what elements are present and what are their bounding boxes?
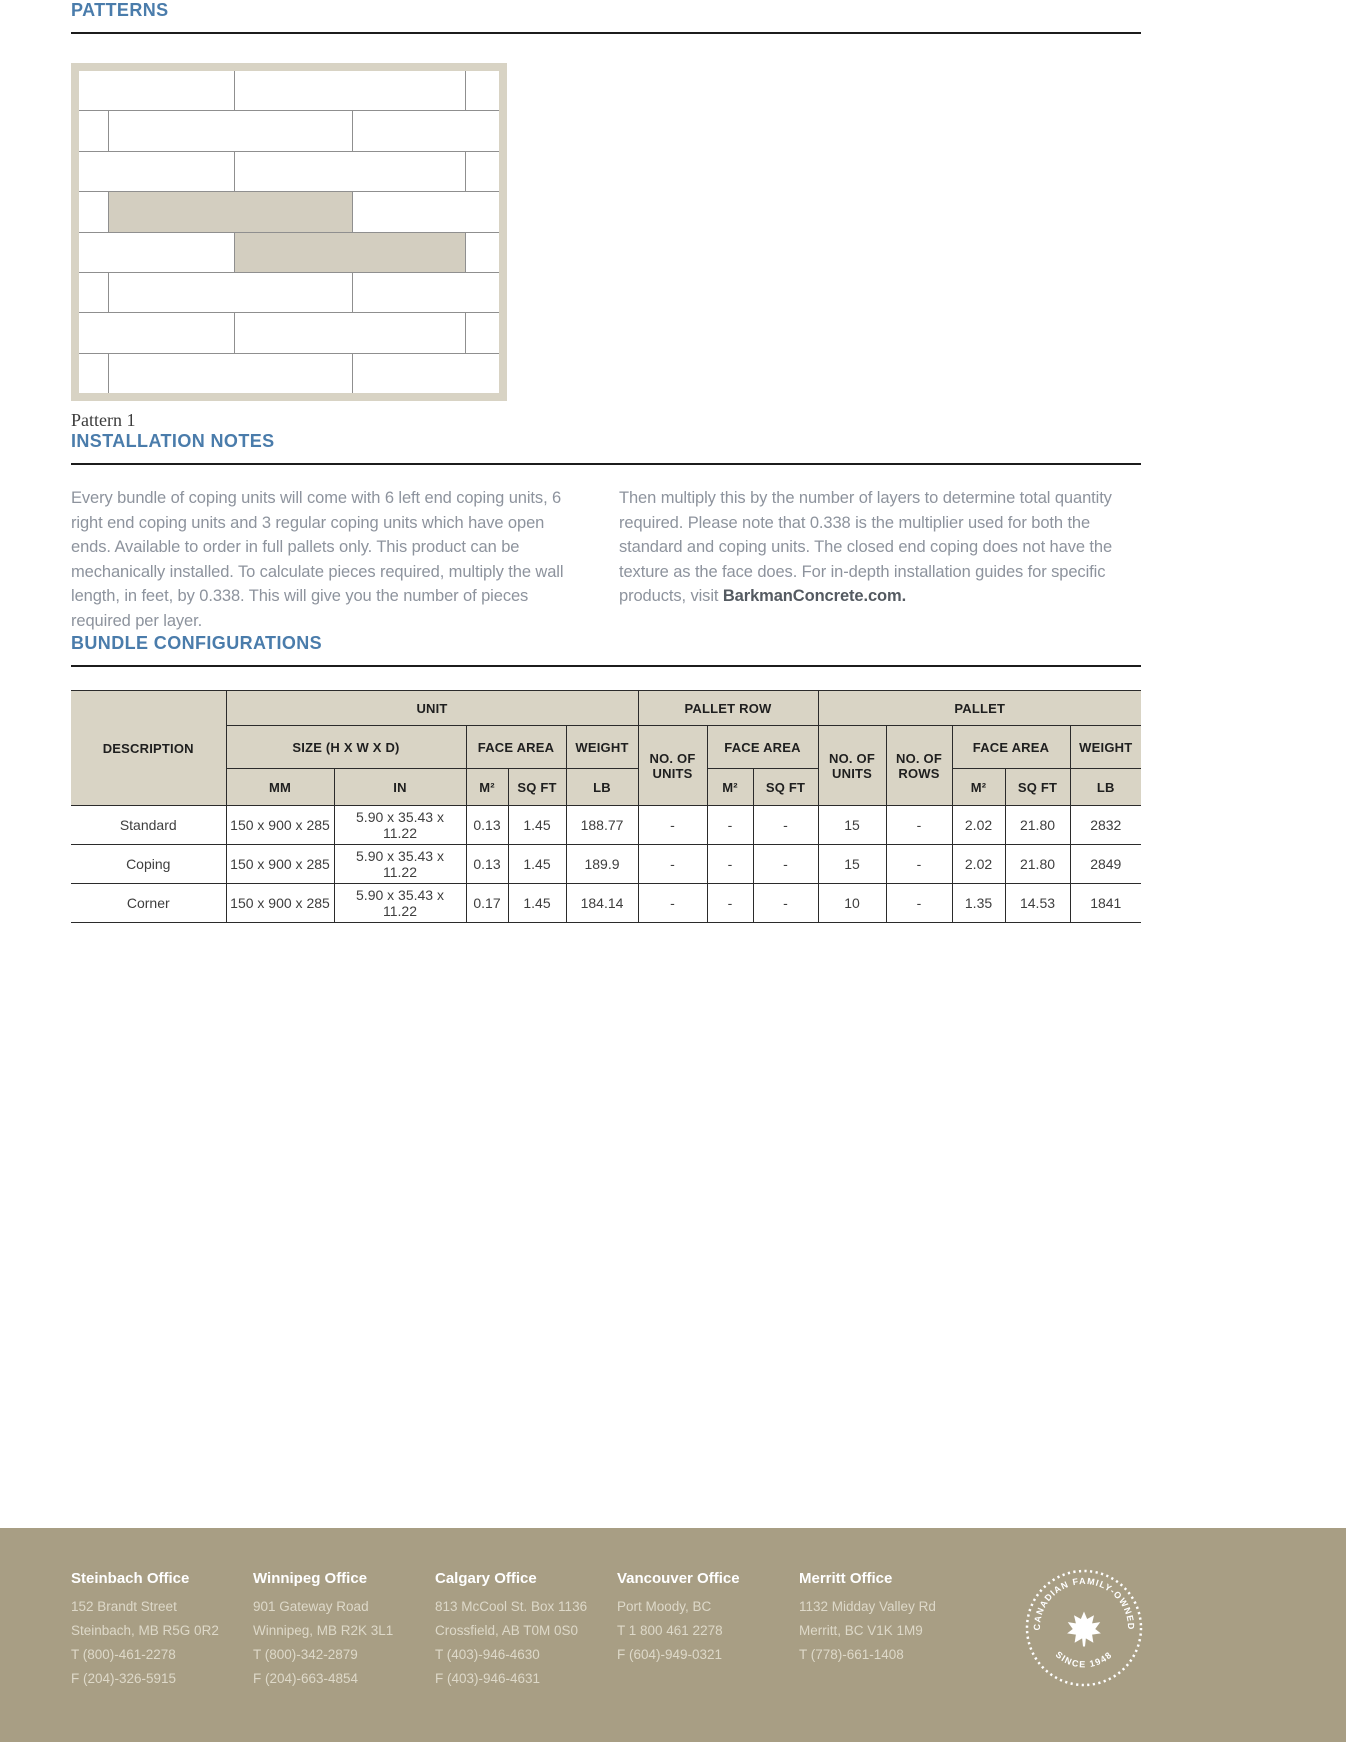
col-header-size: SIZE (H X W X D) (226, 726, 466, 769)
pattern-row (79, 354, 499, 393)
pattern-brick (109, 273, 352, 312)
office-name: Steinbach Office (71, 1570, 190, 1587)
cell: - (753, 806, 818, 845)
maple-leaf-icon (1067, 1612, 1101, 1647)
cell: 0.17 (466, 884, 508, 923)
col-header-in: IN (334, 769, 466, 806)
family-owned-badge (1022, 1566, 1146, 1690)
office-address-line: Merritt, BC V1K 1M9 (799, 1623, 923, 1638)
patterns-heading: PATTERNS (71, 0, 169, 20)
office-steinbach (71, 1570, 253, 1691)
cell: 1.45 (508, 884, 566, 923)
group-header-unit: UNIT (226, 691, 638, 726)
pattern-row (79, 313, 499, 353)
col-header-sqft: SQ FT (508, 769, 566, 806)
cell: 14.53 (1005, 884, 1070, 923)
cell: 150 x 900 x 285 (226, 884, 334, 923)
badge-bottom-text: SINCE 1948 (1053, 1649, 1115, 1670)
cell: 189.9 (566, 845, 638, 884)
cell: - (886, 845, 952, 884)
pattern-brick (353, 273, 499, 312)
cell: 15 (818, 845, 886, 884)
cell: - (707, 806, 753, 845)
pattern-brick (79, 313, 235, 352)
office-address-line: 152 Brandt Street (71, 1599, 177, 1614)
office-name: Winnipeg Office (253, 1570, 368, 1587)
pattern-caption: Pattern 1 (71, 410, 136, 431)
pattern-brick (235, 71, 466, 110)
cell: 150 x 900 x 285 (226, 845, 334, 884)
cell: 0.13 (466, 806, 508, 845)
cell: - (638, 845, 707, 884)
pattern-brick (353, 111, 499, 150)
cell: - (638, 884, 707, 923)
pattern-brick (235, 313, 466, 352)
cell: 5.90 x 35.43 x 11.22 (334, 845, 466, 884)
office-fax: F (204)-326-5915 (71, 1671, 177, 1686)
col-header-palletrow-units: NO. OF UNITS (638, 726, 707, 806)
pattern-brick (466, 71, 499, 110)
pattern-brick (79, 192, 109, 231)
office-address-line: 1132 Midday Valley Rd (799, 1599, 936, 1614)
group-header-pallet: PALLET (818, 691, 1141, 726)
pattern-row (79, 71, 499, 111)
pattern-brick (79, 273, 109, 312)
office-phone: T (800)-461-2278 (71, 1647, 176, 1662)
pattern-row (79, 273, 499, 313)
notes-column-right (619, 486, 1141, 633)
installation-notes-body (71, 486, 1141, 633)
col-header-mm: MM (226, 769, 334, 806)
office-name: Merritt Office (799, 1570, 893, 1587)
cell: - (707, 845, 753, 884)
pattern-brick (79, 111, 109, 150)
office-fax: F (204)-663-4854 (253, 1671, 359, 1686)
cell: 2849 (1070, 845, 1141, 884)
section-divider (71, 665, 1141, 668)
office-fax: F (403)-946-4631 (435, 1671, 541, 1686)
pattern-diagram (71, 63, 507, 401)
col-header-lb: LB (1070, 769, 1141, 806)
office-address-line: 901 Gateway Road (253, 1599, 369, 1614)
col-header-lb: LB (566, 769, 638, 806)
col-header-sqft: SQ FT (1005, 769, 1070, 806)
cell: 1841 (1070, 884, 1141, 923)
group-header-pallet-row: PALLET ROW (638, 691, 818, 726)
pattern-brick (79, 233, 235, 272)
cell: - (707, 884, 753, 923)
col-header-unit-weight: WEIGHT (566, 726, 638, 769)
office-phone: T 1 800 461 2278 (617, 1623, 723, 1638)
office-vancouver (617, 1570, 799, 1691)
cell: 1.45 (508, 806, 566, 845)
cell: 2.02 (952, 806, 1005, 845)
col-header-m2: M² (466, 769, 508, 806)
pattern-brick (79, 354, 109, 393)
office-winnipeg (253, 1570, 435, 1691)
pattern-row (79, 192, 499, 232)
pattern-brick (466, 152, 499, 191)
pattern-brick (235, 233, 466, 272)
cell: 5.90 x 35.43 x 11.22 (334, 884, 466, 923)
row-description: Coping (71, 845, 226, 884)
badge-top-text: CANADIAN FAMILY-OWNED (1031, 1575, 1137, 1631)
col-header-m2: M² (952, 769, 1005, 806)
office-phone: T (778)-661-1408 (799, 1647, 904, 1662)
col-header-pallet-weight: WEIGHT (1070, 726, 1141, 769)
section-divider (71, 463, 1141, 466)
pattern-brick (466, 233, 499, 272)
pattern-brick (235, 152, 466, 191)
bundle-configurations-table (71, 690, 1141, 923)
cell: - (753, 884, 818, 923)
barkman-website-link[interactable]: BarkmanConcrete.com. (722, 587, 907, 606)
pattern-brick (109, 354, 352, 393)
cell: - (638, 806, 707, 845)
pattern-brick (353, 354, 499, 393)
cell: 21.80 (1005, 845, 1070, 884)
office-address-line: Crossfield, AB T0M 0S0 (435, 1623, 579, 1638)
office-name: Vancouver Office (617, 1570, 740, 1587)
pattern-brick (353, 192, 499, 231)
notes-right-text: Then multiply this by the number of layers to determine total quantity required. Please note that 0.338 is the multiplier used for both the standard and coping units. The closed end coping does not have the texture as the face does. For in-depth installation guides for specific products, visit (619, 489, 1113, 606)
col-header-pallet-rows: NO. OF ROWS (886, 726, 952, 806)
cell: 0.13 (466, 845, 508, 884)
col-header-description: DESCRIPTION (71, 691, 226, 806)
table-row (71, 884, 1141, 923)
section-divider (71, 32, 1141, 35)
col-header-pallet-face-area: FACE AREA (952, 726, 1070, 769)
cell: 1.35 (952, 884, 1005, 923)
office-fax: F (604)-949-0321 (617, 1647, 723, 1662)
office-address-line: Port Moody, BC (617, 1599, 712, 1614)
cell: 184.14 (566, 884, 638, 923)
table-row (71, 845, 1141, 884)
cell: 21.80 (1005, 806, 1070, 845)
bundle-configurations-heading: BUNDLE CONFIGURATIONS (71, 633, 323, 654)
office-name: Calgary Office (435, 1570, 537, 1587)
cell: 188.77 (566, 806, 638, 845)
office-phone: T (403)-946-4630 (435, 1647, 540, 1662)
office-address-line: Winnipeg, MB R2K 3L1 (253, 1623, 394, 1638)
pattern-brick (109, 111, 352, 150)
office-merritt (799, 1570, 981, 1691)
office-columns (71, 1570, 981, 1691)
pattern-brick (109, 192, 352, 231)
office-phone: T (800)-342-2879 (253, 1647, 358, 1662)
page-footer (0, 1528, 1346, 1742)
pattern-row (79, 111, 499, 151)
row-description: Standard (71, 806, 226, 845)
col-header-palletrow-face-area: FACE AREA (707, 726, 818, 769)
cell: 10 (818, 884, 886, 923)
col-header-pallet-units: NO. OF UNITS (818, 726, 886, 806)
pattern-row (79, 152, 499, 192)
cell: 2.02 (952, 845, 1005, 884)
cell: - (753, 845, 818, 884)
cell: 2832 (1070, 806, 1141, 845)
cell: 15 (818, 806, 886, 845)
row-description: Corner (71, 884, 226, 923)
cell: - (886, 806, 952, 845)
col-header-unit-face-area: FACE AREA (466, 726, 566, 769)
notes-column-left: Every bundle of coping units will come with 6 left end coping units, 6 right end coping units and 3 regular coping units which have open ends. Available to order in full pallets only. This product can be mechanically installed. To calculate pieces required, multiply the wall length, in feet, by 0.338. This will give you the number of pieces required per layer. (71, 489, 564, 630)
col-header-m2: M² (707, 769, 753, 806)
table-row (71, 806, 1141, 845)
pattern-brick (79, 71, 235, 110)
office-address-line: 813 McCool St. Box 1136 (435, 1599, 588, 1614)
col-header-sqft: SQ FT (753, 769, 818, 806)
cell: 5.90 x 35.43 x 11.22 (334, 806, 466, 845)
pattern-row (79, 233, 499, 273)
cell: 1.45 (508, 845, 566, 884)
cell: 150 x 900 x 285 (226, 806, 334, 845)
installation-notes-heading: INSTALLATION NOTES (71, 431, 275, 452)
office-address-line: Steinbach, MB R5G 0R2 (71, 1623, 219, 1638)
pattern-brick (79, 152, 235, 191)
cell: - (886, 884, 952, 923)
pattern-brick (466, 313, 499, 352)
office-calgary (435, 1570, 617, 1691)
